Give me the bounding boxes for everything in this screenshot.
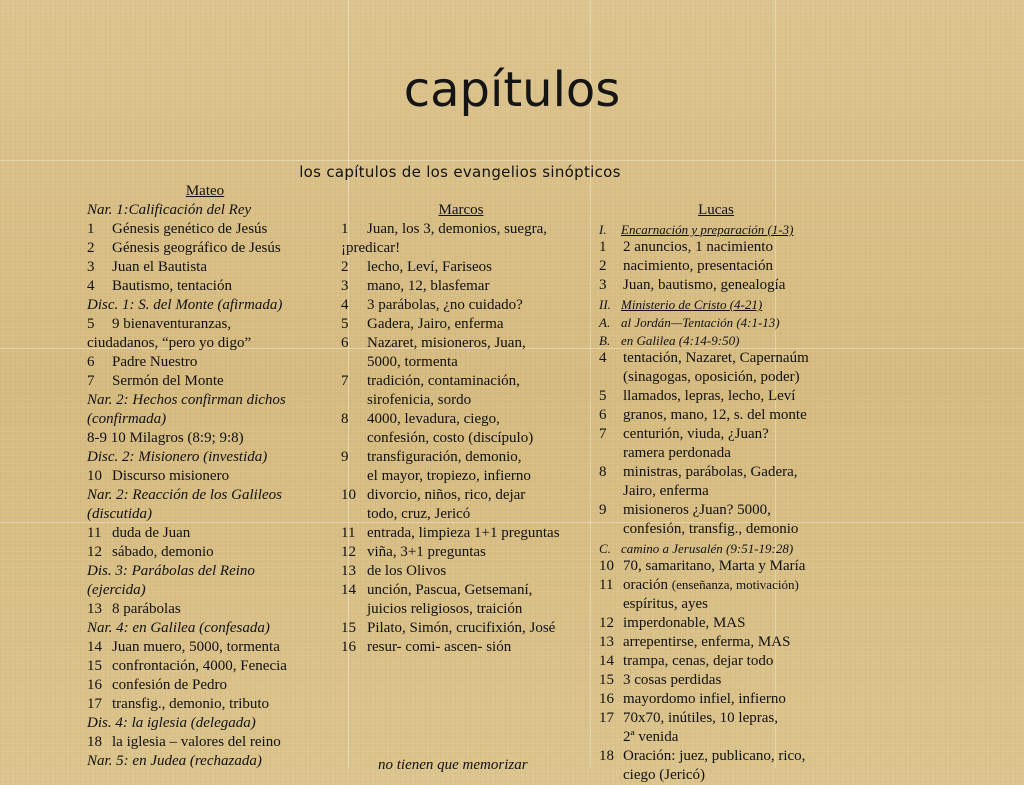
list-item <box>341 296 591 315</box>
list-item <box>599 747 839 766</box>
list-item <box>87 315 327 334</box>
section-heading: Nar. 2: Hechos confirman dichos <box>87 392 286 408</box>
list-item <box>341 524 591 543</box>
item-text: ministras, parábolas, Gadera, <box>623 464 798 480</box>
chapter-number: 1 <box>599 239 607 255</box>
list-item <box>341 638 591 657</box>
item-text: Nazaret, misioneros, Juan, <box>367 335 526 351</box>
item-text: transfig., demonio, tributo <box>112 696 270 712</box>
list-item-continuation <box>341 353 591 372</box>
list-item-continuation <box>599 368 839 387</box>
chapter-number: 6 <box>341 335 349 351</box>
chapter-number: 12 <box>341 544 356 560</box>
list-item-continuation <box>599 595 839 614</box>
marcos-heading: Marcos <box>438 202 484 218</box>
list-item <box>341 220 591 239</box>
item-text: la iglesia – valores del reino <box>112 734 281 750</box>
chapter-number: 4 <box>599 350 607 366</box>
page-subtitle: los capítulos de los evangelios sinópticos <box>299 163 621 181</box>
page-title: capítulos <box>403 62 621 118</box>
outline-text: Ministerio de Cristo (4-21) <box>621 297 763 312</box>
chapter-number: 7 <box>599 426 607 442</box>
list-item <box>341 277 591 296</box>
chapter-number: 12 <box>599 615 614 631</box>
list-item <box>341 258 591 277</box>
item-text: viña, 3+1 preguntas <box>367 544 486 560</box>
item-text: tradición, contaminación, <box>367 373 520 389</box>
chapter-number: 4 <box>87 278 95 294</box>
chapter-number: 6 <box>599 407 607 423</box>
item-text: centurión, viuda, ¿Juan? <box>623 426 769 442</box>
item-text: sábado, demonio <box>112 544 214 560</box>
chapter-number: 18 <box>599 748 614 764</box>
item-text: sirofenicia, sordo <box>367 392 472 408</box>
item-text: Juan el Bautista <box>112 259 207 275</box>
chapter-number: 11 <box>87 525 102 541</box>
item-text: granos, mano, 12, s. del monte <box>623 407 807 423</box>
item-text: oración (enseñanza, motivación) <box>623 577 799 593</box>
outline-marker: I. <box>599 222 607 237</box>
item-text: unción, Pascua, Getsemaní, <box>367 582 533 598</box>
outline-heading <box>599 296 839 313</box>
list-item <box>341 581 591 600</box>
item-text: Génesis genético de Jesús <box>112 221 268 237</box>
footnote: no tienen que memorizar <box>378 757 528 773</box>
item-text: 70, samaritano, Marta y María <box>623 558 806 574</box>
section-heading: Dis. 3: Parábolas del Reino <box>87 563 255 579</box>
list-item <box>341 334 591 353</box>
item-text: divorcio, niños, rico, dejar <box>367 487 526 503</box>
list-item <box>87 277 327 296</box>
item-text: 2ª venida <box>623 729 679 745</box>
list-item <box>599 576 839 595</box>
item-text: juicios religiosos, traición <box>367 601 523 617</box>
chapter-number: 9 <box>341 449 349 465</box>
chapter-number: 17 <box>599 710 614 726</box>
outline-marker: C. <box>599 541 611 556</box>
item-text: Oración: juez, publicano, rico, <box>623 748 806 764</box>
chapter-number: 14 <box>341 582 356 598</box>
list-item-continuation <box>341 467 591 486</box>
chapter-number: 7 <box>341 373 349 389</box>
list-item <box>599 671 839 690</box>
list-item <box>599 276 839 295</box>
list-item <box>87 524 327 543</box>
item-text: Jairo, enferma <box>623 483 709 499</box>
list-item-continuation <box>341 429 591 448</box>
chapter-number: 10 <box>599 558 614 574</box>
list-item <box>599 463 839 482</box>
item-text: trampa, cenas, dejar todo <box>623 653 774 669</box>
chapter-number: 6 <box>87 354 95 370</box>
outline-text: en Galilea (4:14-9:50) <box>621 333 740 348</box>
list-item <box>341 543 591 562</box>
chapter-number: 15 <box>599 672 614 688</box>
item-text: 5000, tormenta <box>367 354 458 370</box>
section-heading: Disc. 2: Misionero (investida) <box>87 449 268 465</box>
item-text: Juan muero, 5000, tormenta <box>112 639 280 655</box>
chapter-number: 5 <box>87 316 95 332</box>
list-item <box>599 652 839 671</box>
list-item <box>599 406 839 425</box>
item-text: arrepentirse, enferma, MAS <box>623 634 791 650</box>
list-item <box>87 239 327 258</box>
item-text: Juan, bautismo, genealogía <box>623 277 786 293</box>
item-text: ciego (Jericó) <box>623 767 706 783</box>
list-item <box>599 709 839 728</box>
section-heading: (ejercida) <box>87 582 146 598</box>
chapter-number: 15 <box>87 658 102 674</box>
chapter-number: 14 <box>599 653 614 669</box>
chapter-number: 3 <box>87 259 95 275</box>
chapter-number: 10 <box>87 468 102 484</box>
item-text: confrontación, 4000, Fenecia <box>112 658 287 674</box>
outline-heading <box>599 332 839 349</box>
chapter-number: 2 <box>599 258 607 274</box>
outline-marker: A. <box>599 315 611 330</box>
list-item-continuation <box>599 766 839 785</box>
item-text: llamados, lepras, lecho, Leví <box>623 388 796 404</box>
section-heading: Nar. 1:Calificación del Rey <box>87 202 252 218</box>
list-item-continuation <box>599 444 839 463</box>
chapter-number: 7 <box>87 373 95 389</box>
list-item <box>341 372 591 391</box>
item-text: 9 bienaventuranzas, <box>112 316 232 332</box>
section-heading: (discutida) <box>87 506 152 522</box>
chapter-number: 9 <box>599 502 607 518</box>
item-text: 8 parábolas <box>112 601 181 617</box>
item-text: imperdonable, MAS <box>623 615 746 631</box>
item-text: entrada, limpieza 1+1 preguntas <box>367 525 560 541</box>
list-item <box>599 557 839 576</box>
chapter-number: 5 <box>599 388 607 404</box>
outline-text: al Jordán—Tentación (4:1-13) <box>621 315 780 330</box>
chapter-number: 16 <box>341 639 356 655</box>
chapter-number: 13 <box>87 601 102 617</box>
list-item <box>87 733 327 752</box>
chapter-number: 16 <box>87 677 102 693</box>
chapter-number: 14 <box>87 639 102 655</box>
item-text: Sermón del Monte <box>112 373 224 389</box>
lucas-list <box>599 221 839 785</box>
list-item <box>599 614 839 633</box>
chapter-number: 16 <box>599 691 614 707</box>
list-item-continuation <box>341 391 591 410</box>
list-item <box>87 220 327 239</box>
list-item <box>341 486 591 505</box>
list-item <box>87 600 327 619</box>
lucas-heading: Lucas <box>698 202 734 218</box>
chapter-number: 1 <box>87 221 95 237</box>
chapter-number: 18 <box>87 734 102 750</box>
chapter-number: 13 <box>599 634 614 650</box>
chapter-number: 17 <box>87 696 102 712</box>
section-heading: Disc. 1: S. del Monte (afirmada) <box>87 297 283 313</box>
list-item-continuation <box>341 600 591 619</box>
item-text: Bautismo, tentación <box>112 278 232 294</box>
list-item <box>87 372 327 391</box>
section-heading: Dis. 4: la iglesia (delegada) <box>87 715 256 731</box>
chapter-number: 12 <box>87 544 102 560</box>
item-text: confesión, costo (discípulo) <box>367 430 534 446</box>
list-item <box>341 448 591 467</box>
item-text: Gadera, Jairo, enferma <box>367 316 504 332</box>
chapter-number: 3 <box>341 278 349 294</box>
chapter-number: 11 <box>341 525 356 541</box>
outline-heading <box>599 221 839 238</box>
chapter-number: 1 <box>341 221 349 237</box>
chapter-number: 2 <box>87 240 95 256</box>
list-item <box>341 410 591 429</box>
section-heading: Nar. 2: Reacción de los Galileos <box>87 487 282 503</box>
list-item <box>599 387 839 406</box>
list-item <box>87 638 327 657</box>
list-item <box>87 543 327 562</box>
chapter-number: 11 <box>599 577 614 593</box>
item-text: mayordomo infiel, infierno <box>623 691 786 707</box>
chapter-number: 2 <box>341 259 349 275</box>
chapter-number: 4 <box>341 297 349 313</box>
mateo-heading: Mateo <box>185 183 225 199</box>
list-item <box>599 349 839 368</box>
item-text: nacimiento, presentación <box>623 258 773 274</box>
outline-text: camino a Jerusalén (9:51-19:28) <box>621 541 794 556</box>
list-item <box>599 257 839 276</box>
section-heading: Nar. 4: en Galilea (confesada) <box>87 620 270 636</box>
item-text: 2 anuncios, 1 nacimiento <box>623 239 773 255</box>
list-item: ¡predicar! <box>341 240 401 256</box>
list-item <box>599 633 839 652</box>
list-item <box>599 501 839 520</box>
list-item <box>87 657 327 676</box>
mateo-column <box>87 182 327 771</box>
item-text: Pilato, Simón, crucifixión, José <box>367 620 556 636</box>
item-text: resur- comi- ascen- sión <box>367 639 512 655</box>
item-text: espíritus, ayes <box>623 596 708 612</box>
outline-heading <box>599 314 839 331</box>
section-heading: (confirmada) <box>87 411 167 427</box>
item-text: Génesis geográfico de Jesús <box>112 240 281 256</box>
item-text: ramera perdonada <box>623 445 731 461</box>
item-text: Padre Nuestro <box>112 354 198 370</box>
outline-heading <box>599 540 839 557</box>
item-text: el mayor, tropiezo, infierno <box>367 468 531 484</box>
lucas-column <box>599 201 839 785</box>
list-item <box>341 562 591 581</box>
list-item <box>341 315 591 334</box>
item-text: 70x70, inútiles, 10 lepras, <box>623 710 778 726</box>
list-item <box>87 676 327 695</box>
item-text: transfiguración, demonio, <box>367 449 522 465</box>
item-text: tentación, Nazaret, Capernaúm <box>623 350 809 366</box>
list-item: 8-9 10 Milagros (8:9; 9:8) <box>87 430 244 446</box>
list-item <box>599 238 839 257</box>
list-item <box>341 619 591 638</box>
chapter-number: 8 <box>341 411 349 427</box>
list-item <box>87 258 327 277</box>
chapter-number: 3 <box>599 277 607 293</box>
item-text: confesión de Pedro <box>112 677 227 693</box>
chapter-number: 10 <box>341 487 356 503</box>
chapter-number: 15 <box>341 620 356 636</box>
item-text: lecho, Leví, Fariseos <box>367 259 492 275</box>
outline-marker: B. <box>599 333 611 348</box>
item-text: 3 cosas perdidas <box>623 672 722 688</box>
mateo-list <box>87 201 327 771</box>
list-item-continuation <box>341 505 591 524</box>
item-text: (sinagogas, oposición, poder) <box>623 369 800 385</box>
item-text: Discurso misionero <box>112 468 230 484</box>
item-text: duda de Juan <box>112 525 191 541</box>
marcos-column <box>341 201 591 657</box>
item-text: de los Olivos <box>367 563 447 579</box>
list-item <box>599 690 839 709</box>
list-item <box>87 695 327 714</box>
chapter-number: 13 <box>341 563 356 579</box>
list-item <box>599 425 839 444</box>
list-item <box>87 467 327 486</box>
item-text: confesión, transfig., demonio <box>623 521 799 537</box>
chapter-number: 8 <box>599 464 607 480</box>
list-item-continuation <box>599 728 839 747</box>
item-text: todo, cruz, Jericó <box>367 506 471 522</box>
fold-line <box>0 160 1024 161</box>
list-item <box>87 353 327 372</box>
item-text: Juan, los 3, demonios, suegra, <box>367 221 547 237</box>
outline-text: Encarnación y preparación (1-3) <box>621 222 794 237</box>
chapter-number: 5 <box>341 316 349 332</box>
list-item-continuation <box>599 482 839 501</box>
item-text: misioneros ¿Juan? 5000, <box>623 502 771 518</box>
list-item: ciudadanos, “pero yo digo” <box>87 335 252 351</box>
item-text: 3 parábolas, ¿no cuidado? <box>367 297 523 313</box>
outline-marker: II. <box>599 297 611 312</box>
item-text: mano, 12, blasfemar <box>367 278 490 294</box>
section-heading: Nar. 5: en Judea (rechazada) <box>87 753 262 769</box>
list-item-continuation <box>599 520 839 539</box>
item-note: (enseñanza, motivación) <box>671 577 799 592</box>
item-text: 4000, levadura, ciego, <box>367 411 500 427</box>
marcos-list <box>341 220 591 657</box>
